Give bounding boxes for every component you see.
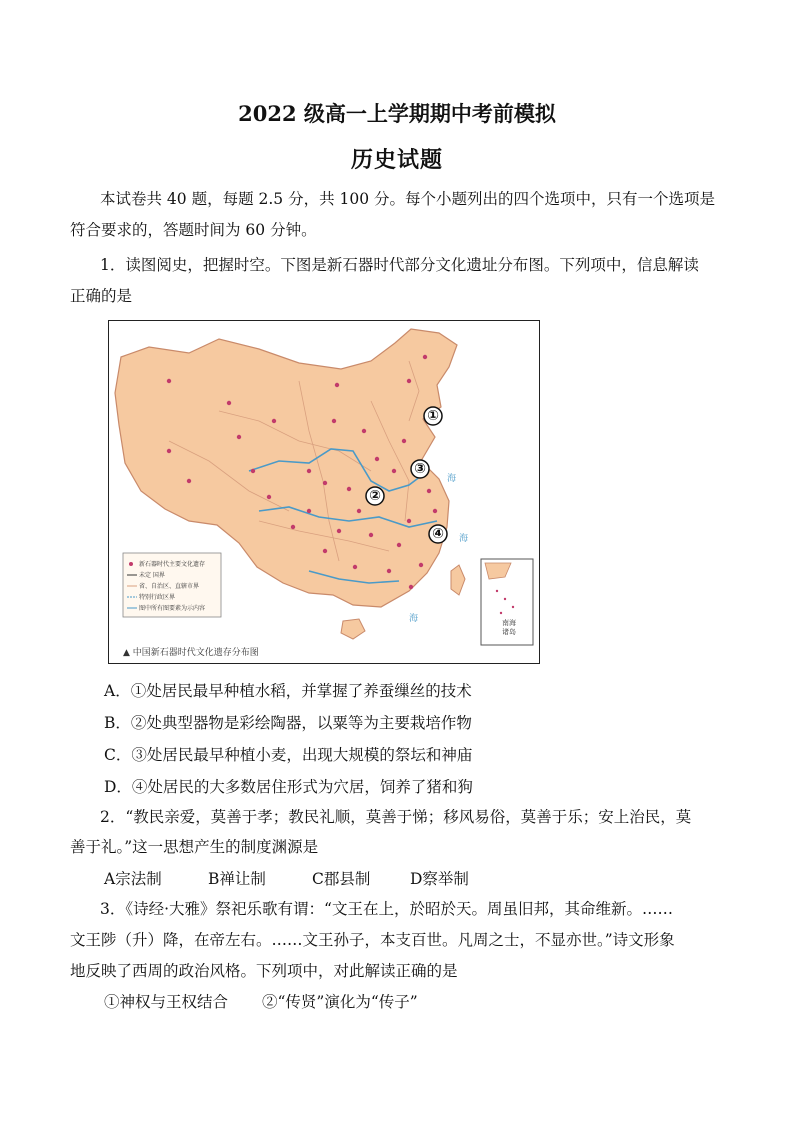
legend-entry-2: 未定 国界 (139, 572, 165, 579)
q2-stem-line-1: 2．“教民亲爱，莫善于孝；教民礼顺，莫善于悌；移风易俗，莫善于乐；安上治民，莫 (100, 808, 692, 826)
q3-option-2: ②“传贤”演化为“传子” (262, 993, 418, 1011)
q1-option-a: A．①处居民最早种植水稻，并掌握了养蚕缫丝的技术 (104, 682, 472, 700)
hainan-island (341, 619, 365, 639)
marker-3: ③ (414, 461, 426, 477)
exam-title: 2022 级高一上学期期中考前模拟 (238, 101, 556, 126)
legend-entry-1: 新石器时代主要文化遗存 (139, 561, 206, 568)
q2-options (104, 868, 469, 890)
q1-stem-line-1: 1．读图阅史，把握时空。下图是新石器时代部分文化遗址分布图。下列项中，信息解读 (100, 256, 699, 274)
q1-stem-line-2: 正确的是 (70, 287, 133, 305)
legend-entries (127, 560, 205, 612)
neolithic-sites-map (108, 320, 540, 664)
q3-stem-line-3: 地反映了西周的政治风格。下列项中，对此解读正确的是 (70, 962, 458, 980)
sea-label-3: 海 (409, 614, 419, 624)
legend-entry-5: 图中所有图要素为示内容 (139, 605, 206, 612)
q3-options (104, 991, 418, 1013)
q3-stem-line-2: 文王陟（升）降，在帝左右。……文王孙子，本支百世。凡周之士，不显亦世。”诗文形象 (70, 931, 675, 949)
marker-4: ④ (432, 526, 444, 542)
taiwan-island (451, 565, 465, 595)
china-map-graphic (109, 321, 541, 665)
legend-entry-4: 特别行政区界 (139, 594, 176, 601)
inset-label-line-1: 南海 (502, 619, 516, 627)
q3-stem-line-1: 3．《诗经·大雅》祭祀乐歌有谓：“文王在上，於昭於天。周虽旧邦，其命维新。…… (100, 900, 673, 918)
q1-option-b: B．②处典型器物是彩绘陶器，以粟等为主要栽培作物 (104, 714, 472, 732)
inset-label (487, 619, 531, 637)
intro-line-2: 符合要求的，答题时间为 60 分钟。 (70, 221, 317, 239)
q2-option-a: A宗法制 (104, 870, 162, 888)
map-caption: ▲ 中国新石器时代文化遗存分布图 (123, 648, 259, 658)
inset-label-line-2: 诸岛 (502, 628, 516, 636)
legend-entry-3: 省、自治区、直辖市界 (139, 583, 200, 590)
exam-subtitle: 历史试题 (350, 147, 443, 173)
marker-2: ② (369, 488, 381, 504)
sea-label-1: 海 (447, 474, 457, 484)
intro-line-1: 本试卷共 40 题，每题 2.5 分，共 100 分。每个小题列出的四个选项中，只有一个选项是 (100, 190, 716, 208)
q3-option-1: ①神权与王权结合 (104, 993, 229, 1011)
q1-option-c: C．③处居民最早种植小麦，出现大规模的祭坛和神庙 (104, 746, 473, 764)
marker-1: ① (427, 408, 439, 424)
q2-option-d: D察举制 (410, 870, 469, 888)
q2-option-c: C郡县制 (312, 870, 371, 888)
q2-stem-line-2: 善于礼。”这一思想产生的制度渊源是 (70, 838, 319, 856)
q2-option-b: B禅让制 (208, 870, 266, 888)
sea-label-2: 海 (459, 534, 469, 544)
q1-option-d: D．④处居民的大多数居住形式为穴居，饲养了猪和狗 (104, 778, 473, 796)
